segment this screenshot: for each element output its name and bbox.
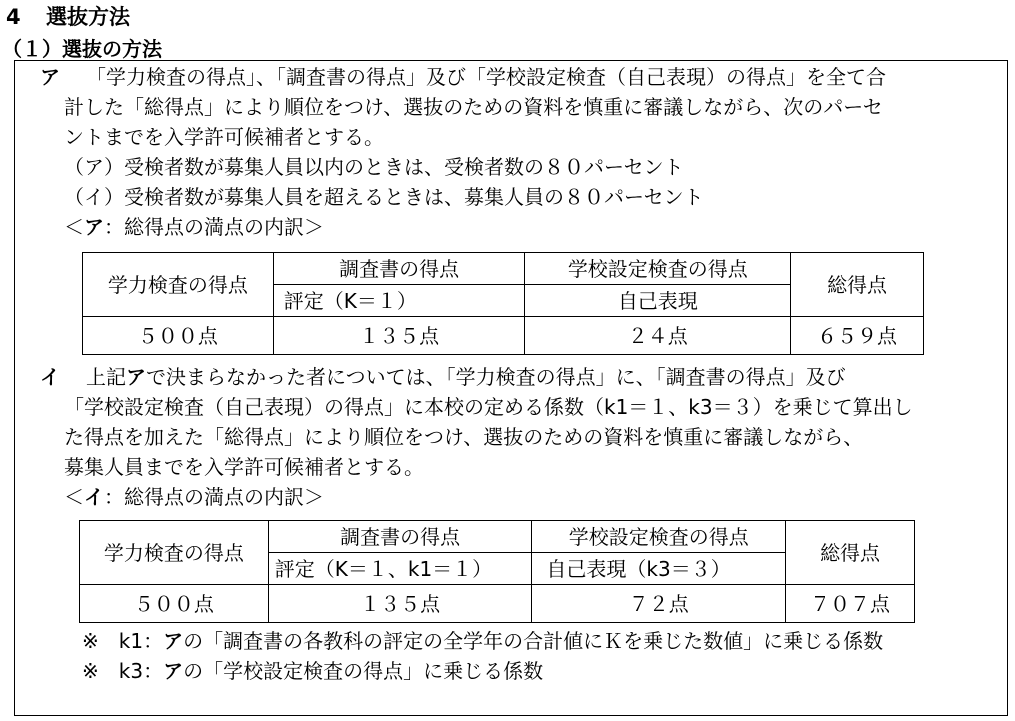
item-i-score-table — [79, 520, 915, 623]
header-gakko: 学校設定検査の得点 — [532, 521, 786, 553]
subsection-heading: （１）選抜の方法 — [2, 37, 162, 61]
section-heading — [6, 1, 130, 31]
header-gakuryoku: 学力検査の得点 — [80, 521, 269, 585]
item-i-line-4: 募集人員までを入学許可候補者とする。 — [64, 455, 424, 479]
header-total: 総得点 — [791, 253, 924, 317]
subheader-chosasho: 評定（K＝１、k1＝１） — [268, 553, 532, 585]
item-a-condition-a: （ア）受検者数が募集人員以内のときは、受検者数の８０パーセント — [64, 155, 684, 179]
section-number: 4 — [6, 5, 21, 29]
value-chosasho: １３５点 — [273, 317, 525, 355]
value-gakuryoku: ５００点 — [83, 317, 274, 355]
value-total: ６５９点 — [791, 317, 924, 355]
note-k3: ※ k3：アの「学校設定検査の得点」に乗じる係数 — [82, 659, 544, 683]
header-total: 総得点 — [786, 521, 915, 585]
header-gakko: 学校設定検査の得点 — [525, 253, 791, 285]
item-a-score-table — [82, 252, 924, 355]
header-gakuryoku: 学力検査の得点 — [83, 253, 274, 317]
subheader-gakko: 自己表現（k3＝３） — [532, 553, 786, 585]
item-a-line-3: ントまでを入学許可候補者とする。 — [64, 125, 384, 149]
value-chosasho: １３５点 — [268, 585, 532, 623]
header-chosasho: 調査書の得点 — [268, 521, 532, 553]
value-gakko: ２４点 — [525, 317, 791, 355]
item-i-line-3: た得点を加えた「総得点」により順位をつけ、選抜のための資料を慎重に審議しながら、 — [64, 425, 864, 449]
subheader-gakko: 自己表現 — [525, 285, 791, 317]
item-i-line-2: 「学校設定検査（自己表現）の得点」に本校の定める係数（k1＝１、k3＝３）を乗じて算出し — [64, 395, 913, 419]
item-a-line-2: 計した「総得点」により順位をつけ、選抜のための資料を慎重に審議しながら、次のパーセ — [64, 95, 883, 119]
section-title: 選抜方法 — [46, 5, 130, 29]
item-a-mark: ア — [40, 65, 60, 89]
item-a-condition-i: （イ）受検者数が募集人員を超えるときは、募集人員の８０パーセント — [64, 185, 704, 209]
item-i-line-1: イ 上記アで決まらなかった者については、「学力検査の得点」に、「調査書の得点」及び — [40, 365, 846, 389]
value-gakko: ７２点 — [532, 585, 786, 623]
note-k1: ※ k1：アの「調査書の各教科の評定の全学年の合計値にＫを乗じた数値」に乗じる係数 — [82, 629, 884, 653]
item-i-breakdown-caption: ＜イ：総得点の満点の内訳＞ — [64, 485, 324, 509]
item-a-breakdown-caption: ＜ア：総得点の満点の内訳＞ — [64, 215, 324, 239]
value-total: ７０７点 — [786, 585, 915, 623]
subheader-chosasho: 評定（K＝１） — [273, 285, 525, 317]
value-gakuryoku: ５００点 — [80, 585, 269, 623]
item-i-mark: イ — [40, 365, 60, 389]
header-chosasho: 調査書の得点 — [273, 253, 525, 285]
item-a-line-1: ア 「学力検査の得点」、「調査書の得点」及び「学校設定検査（自己表現）の得点」を全て合 — [40, 65, 886, 89]
